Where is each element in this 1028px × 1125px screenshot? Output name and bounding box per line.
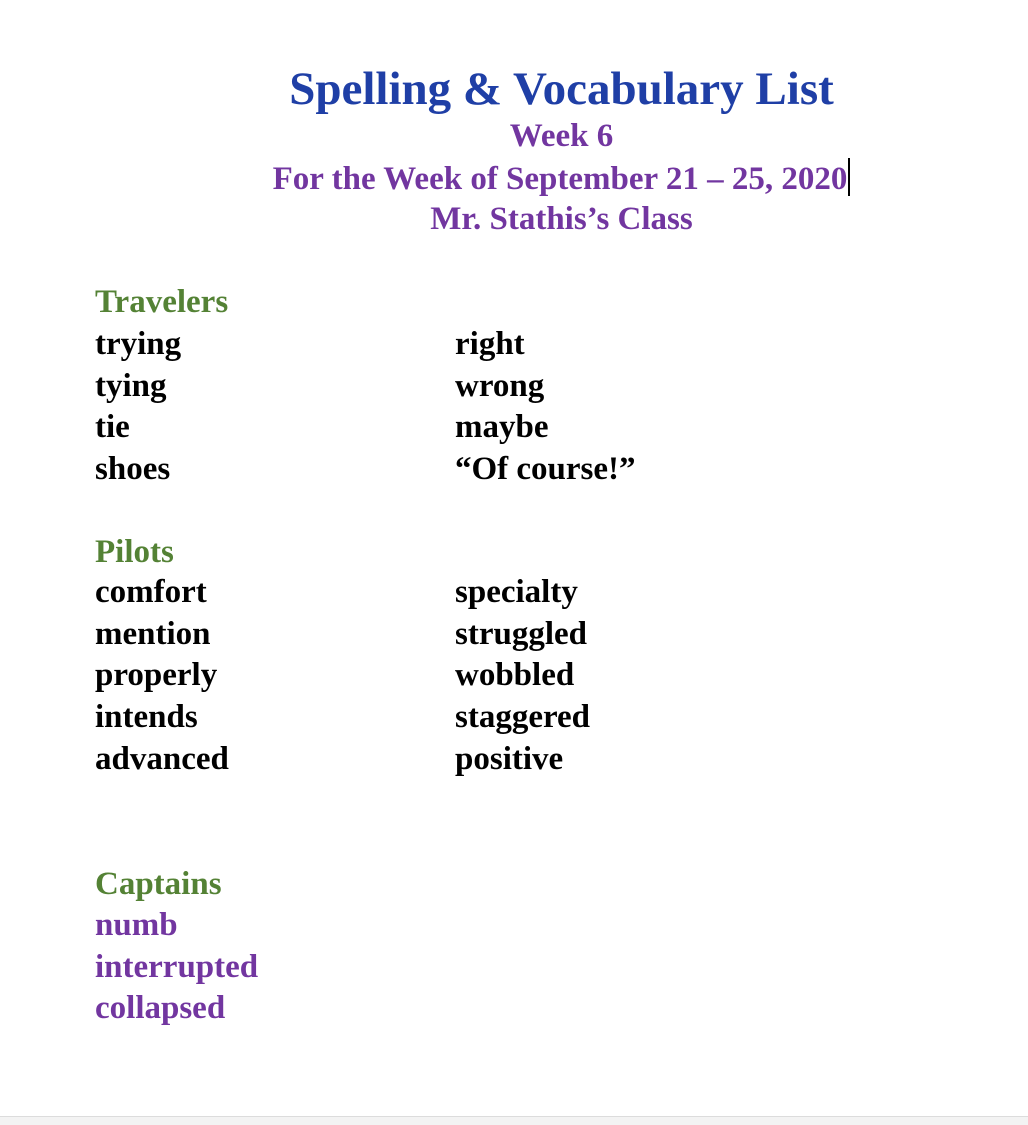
- word-item: numb: [95, 907, 178, 943]
- travelers-word-list-right: [455, 324, 636, 491]
- pilots-word-list-right: [455, 572, 590, 781]
- word-item: positive: [455, 740, 564, 777]
- class-name: Mr. Stathis’s Class: [430, 201, 693, 237]
- pilots-word-list-left: [95, 572, 229, 781]
- word-item: interrupted: [95, 948, 259, 985]
- word-item: collapsed: [95, 990, 226, 1027]
- word-item: tie: [95, 409, 130, 446]
- text-cursor: [848, 158, 850, 196]
- word-item: wrong: [455, 367, 545, 404]
- week-label: Week 6: [509, 118, 614, 154]
- word-item: wobbled: [455, 657, 575, 694]
- word-item: maybe: [455, 409, 549, 446]
- group-heading-travelers: Travelers: [95, 284, 229, 320]
- word-item: shoes: [95, 451, 171, 488]
- word-item: struggled: [455, 615, 587, 652]
- word-item: trying: [95, 326, 182, 362]
- group-heading-captains: Captains: [95, 866, 222, 902]
- word-item: right: [455, 326, 525, 362]
- date-range-text: For the Week of September 21 – 25, 2020: [272, 161, 848, 197]
- travelers-word-list-left: [95, 324, 181, 491]
- date-range: [0, 158, 1028, 199]
- captains-word-list: [95, 905, 258, 1030]
- word-item: staggered: [455, 699, 591, 736]
- word-item: mention: [95, 615, 211, 652]
- word-item: “Of course!”: [455, 451, 636, 488]
- word-item: advanced: [95, 740, 229, 777]
- word-item: tying: [95, 367, 167, 404]
- word-item: specialty: [455, 574, 578, 610]
- word-item: properly: [95, 657, 218, 694]
- group-heading-pilots: Pilots: [95, 534, 174, 570]
- word-item: intends: [95, 699, 198, 736]
- word-item: comfort: [95, 574, 207, 610]
- page-title: Spelling & Vocabulary List: [289, 63, 834, 115]
